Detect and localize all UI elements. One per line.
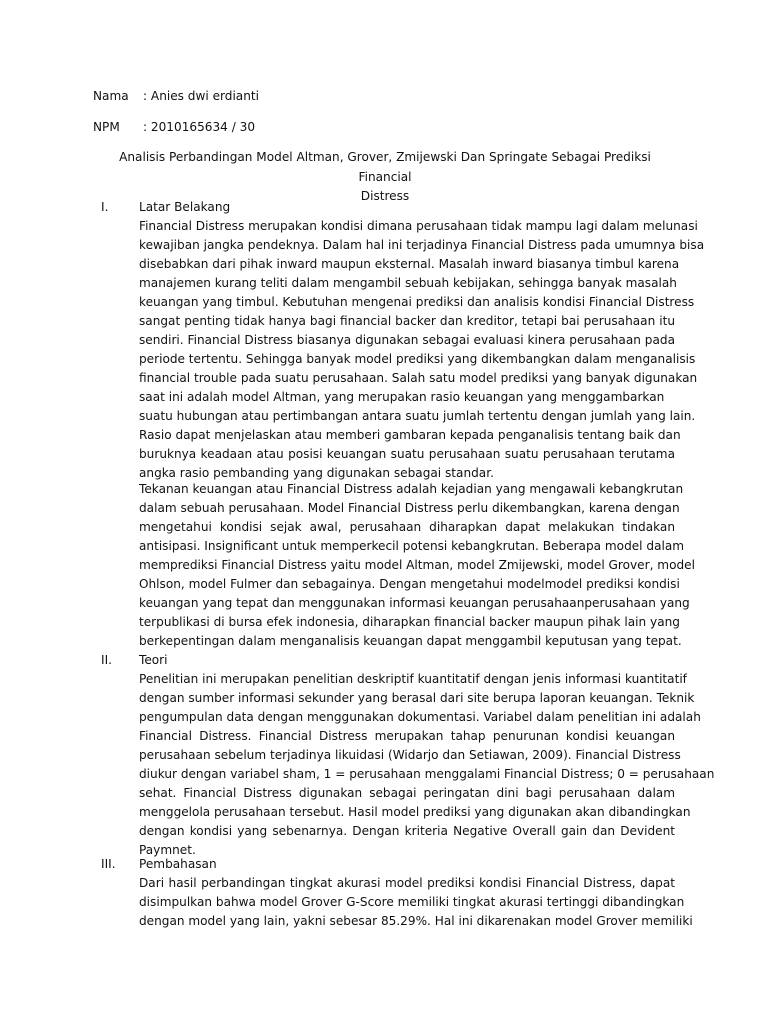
section-3-paragraph-1: [139, 874, 693, 931]
paragraph-line: perusahaan sebelum terjadinya likuidasi (Widarjo dan Setiawan, 2009). Financial Distress: [139, 748, 681, 762]
nama-label: Nama: [93, 89, 129, 103]
paragraph-line: angka rasio pembanding yang digunakan sebagai standar.: [139, 466, 494, 480]
paragraph-line: menggelola perusahaan tersebut. Hasil model prediksi yang digunakan akan dibandingkan: [139, 805, 691, 819]
paragraph-line: sangat penting tidak hanya bagi financial backer dan kreditor, tetapi bai perusahaan itu: [139, 314, 675, 328]
paragraph-line: dengan kondisi yang sebenarnya. Dengan kriteria Negative Overall gain dan Devident: [139, 824, 675, 838]
paragraph-line: disebabkan dari pihak inward maupun eksternal. Masalah inward biasanya timbul karena: [139, 257, 680, 271]
paragraph-line: dengan model yang lain, yakni sebesar 85.29%. Hal ini dikarenakan model Grover memiliki: [139, 914, 693, 928]
paragraph-line: antisipasi. Insignificant untuk memperkecil potensi kebangkrutan. Beberapa model dalam: [139, 539, 685, 553]
section-2-heading: Teori: [139, 653, 168, 667]
paragraph-line: Tekanan keuangan atau Financial Distress adalah kejadian yang mengawali kebangkrutan: [139, 482, 684, 496]
paragraph-line: disimpulkan bahwa model Grover G-Score memiliki tingkat akurasi tertinggi dibandingkan: [139, 895, 685, 909]
paragraph-line: keuangan yang tepat dan menggunakan informasi keuangan perusahaanperusahaan yang: [139, 596, 690, 610]
section-3-numeral: III.: [101, 857, 116, 871]
paragraph-line: diukur dengan variabel sham, 1 = perusahaan menggalami Financial Distress; 0 = perusahaan: [139, 767, 715, 781]
section-1-paragraph-1: [139, 217, 705, 483]
paragraph-line: financial trouble pada suatu perusahaan. Salah satu model prediksi yang banyak digunakan: [139, 371, 698, 385]
paragraph-line: berkepentingan dalam menganalisis keuangan dapat menggambil keputusan yang tepat.: [139, 634, 682, 648]
npm-value: : 2010165634 / 30: [143, 120, 256, 134]
npm-label: NPM: [93, 120, 120, 134]
paragraph-line: periode tertentu. Sehingga banyak model prediksi yang dikembangkan dalam menganalisis: [139, 352, 696, 366]
paragraph-line: Rasio dapat menjelaskan atau memberi gambaran kepada penganalisis tentang baik dan: [139, 428, 681, 442]
paragraph-line: memprediksi Financial Distress yaitu model Altman, model Zmijewski, model Grover, model: [139, 558, 695, 572]
paragraph-line: sendiri. Financial Distress biasanya digunakan sebagai evaluasi kinera perusahaan pada: [139, 333, 675, 347]
paragraph-line: pengumpulan data dengan menggunakan dokumentasi. Variabel dalam penelitian ini adalah: [139, 710, 701, 724]
section-1-heading: Latar Belakang: [139, 200, 231, 214]
paragraph-line: terpublikasi di bursa efek indonesia, diharapkan financial backer maupun pihak lain yang: [139, 615, 680, 629]
section-3-heading: Pembahasan: [139, 857, 217, 871]
paragraph-line: mengetahui kondisi sejak awal, perusahaan diharapkan dapat melakukan tindakan: [139, 520, 675, 534]
nama-row: [93, 86, 259, 106]
npm-row: [93, 117, 255, 137]
title-line-1: Analisis Perbandingan Model Altman, Grover, Zmijewski Dan Springate Sebagai Prediksi Financial: [119, 150, 651, 184]
paragraph-line: buruknya keadaan atau posisi keuangan suatu perusahaan suatu perusahaan terutama: [139, 447, 675, 461]
section-1-numeral: I.: [101, 200, 109, 214]
section-2-numeral: II.: [101, 653, 112, 667]
paragraph-line: kewajiban jangka pendeknya. Dalam hal ini terjadinya Financial Distress pada umumnya bisa: [139, 238, 705, 252]
paragraph-line: keuangan yang timbul. Kebutuhan mengenai prediksi dan analisis kondisi Financial Distress: [139, 295, 695, 309]
paragraph-line: Financial Distress. Financial Distress merupakan tahap penurunan kondisi keuangan: [139, 729, 675, 743]
paragraph-line: manajemen kurang teliti dalam mengambil sebuah kebijakan, sehingga banyak masalah: [139, 276, 677, 290]
paragraph-line: Paymnet.: [139, 843, 196, 857]
paragraph-line: saat ini adalah model Altman, yang merupakan rasio keuangan yang menggambarkan: [139, 390, 665, 404]
title-line-2: Distress: [360, 189, 410, 203]
paragraph-line: dengan sumber informasi sekunder yang berasal dari site berupa laporan keuangan. Teknik: [139, 691, 695, 705]
section-2-paragraph-1: [139, 670, 715, 860]
paragraph-line: sehat. Financial Distress digunakan sebagai peringatan dini bagi perusahaan dalam: [139, 786, 675, 800]
paragraph-line: Dari hasil perbandingan tingkat akurasi model prediksi kondisi Financial Distress, dapat: [139, 876, 675, 890]
section-1-paragraph-2: [139, 480, 695, 651]
paragraph-line: Penelitian ini merupakan penelitian deskriptif kuantitatif dengan jenis informasi kuantitatif: [139, 672, 687, 686]
paragraph-line: Ohlson, model Fulmer dan sebagainya. Dengan mengetahui modelmodel prediksi kondisi: [139, 577, 680, 591]
paragraph-line: dalam sebuah perusahaan. Model Financial Distress perlu dikembangkan, karena dengan: [139, 501, 680, 515]
nama-value: : Anies dwi erdianti: [143, 89, 259, 103]
paragraph-line: suatu hubungan atau pertimbangan antara suatu jumlah tertentu dengan jumlah yang lain.: [139, 409, 696, 423]
paragraph-line: Financial Distress merupakan kondisi dimana perusahaan tidak mampu lagi dalam melunasi: [139, 219, 698, 233]
